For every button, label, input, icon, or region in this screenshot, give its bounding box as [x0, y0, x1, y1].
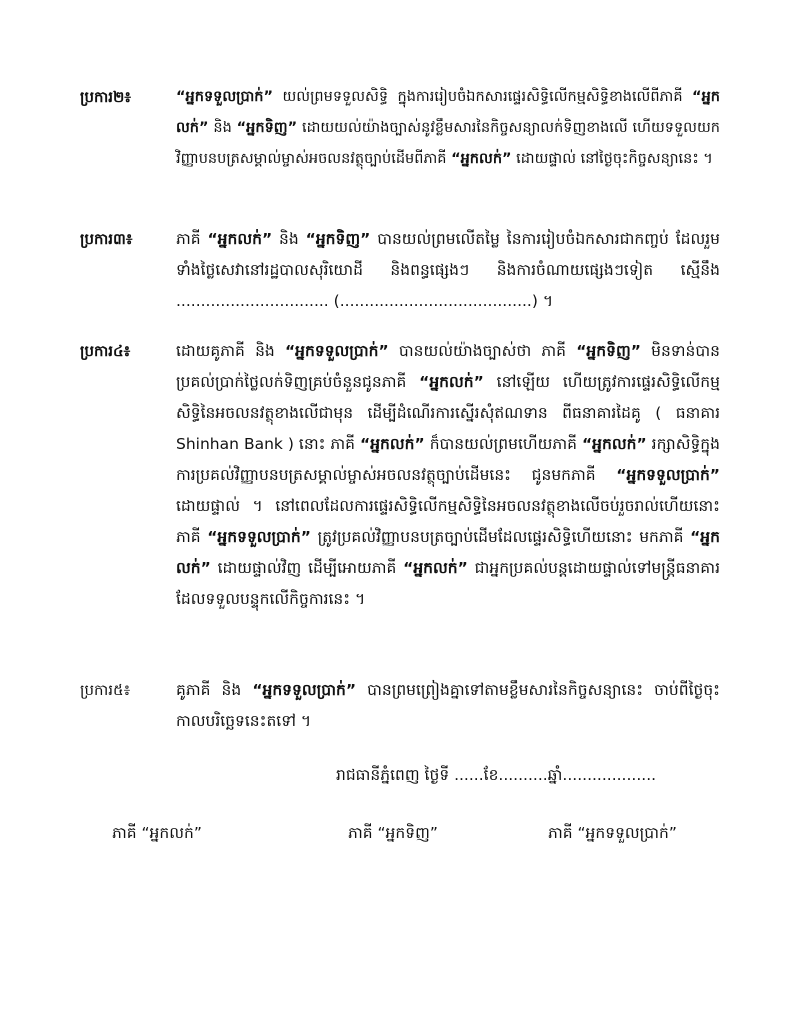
party-name-bold: “អ្នកលក់”: [360, 435, 425, 453]
article-2: [80, 82, 720, 182]
article-body: [176, 675, 720, 737]
text-run: ដោយយល់យ៉ាងច្បាស់នូវខ្លឹមសារនៃកិច្ចសន្យាលក់ទិញខាងលើ ហើយទទួលយកវិញ្ញាបនបត្រសម្គាល់ម្ចាស់អចលនវត្ថុច្បាប់ដើមពីភាគី: [176, 120, 720, 167]
signature-receiver: ភាគី “អ្នកទទួលប្រាក់”: [548, 824, 677, 842]
party-name-bold: “អ្នកលក់”: [176, 89, 720, 136]
party-name-bold: “អ្នកលក់”: [176, 528, 720, 577]
text-run: ដោយគូភាគី និង: [176, 342, 285, 360]
article-4: [80, 336, 720, 646]
party-name-bold: “អ្នកទទួលប្រាក់”: [284, 342, 389, 360]
article-label: ប្រការ៥៖: [80, 681, 131, 699]
text-run: ក៏បានយល់ព្រមហើយភាគី: [424, 435, 582, 453]
party-name-bold: “អ្នកលក់”: [403, 559, 468, 577]
article-body: [176, 224, 720, 317]
party-name-bold: “អ្នកទទួលប្រាក់”: [176, 89, 274, 105]
article-label: ប្រការ៤៖: [80, 342, 131, 360]
text-run: និង: [272, 230, 306, 248]
text-run: ជាអ្នកប្រគល់បន្តដោយផ្ទាល់ទៅមន្ត្រីធនាគារដែលទទួលបន្ទុកលើកិច្ចការនេះ ។: [176, 559, 720, 608]
text-run: មិនទាន់បានប្រគល់ប្រាក់ថ្លៃលក់ទិញគ្រប់ចំនួនជូនភាគី: [176, 342, 720, 391]
party-name-bold: “អ្នកទទួលប្រាក់”: [207, 528, 311, 546]
article-label: ប្រការ២៖: [80, 88, 131, 106]
text-run: គូភាគី និង: [176, 681, 253, 699]
text-run: បានព្រមព្រៀងគ្នាទៅតាមខ្លឹមសារនៃកិច្ចសន្យានេះ ចាប់ពីថ្ងៃចុះកាលបរិច្ឆេទនេះតទៅ ។: [176, 681, 720, 730]
text-run: ដោយផ្ទាល់វិញ ដើម្បីអោយភាគី: [210, 559, 404, 577]
party-name-bold: “អ្នកទិញ”: [236, 120, 298, 136]
text-run: ភាគី: [176, 230, 208, 248]
article-3: [80, 224, 720, 316]
article-5: [80, 675, 720, 739]
text-run: បានយល់យ៉ាងច្បាស់ថា ភាគី: [388, 342, 577, 360]
party-name-bold: “អ្នកលក់”: [451, 151, 512, 167]
party-name-bold: “អ្នកទទួលប្រាក់”: [252, 681, 357, 699]
signature-seller: ភាគី “អ្នកលក់”: [112, 824, 202, 842]
signature-buyer: ភាគី “អ្នកទិញ”: [348, 824, 438, 842]
article-label: ប្រការ៣៖: [80, 230, 133, 248]
text-run: បានយល់ព្រមលើតម្លៃ នៃការរៀបចំឯកសារជាកញ្ចប់ ដែលរួមទាំងថ្លៃសេវានៅរដ្ឋបាលសុរិយោដី និងពន្ធផ្សេងៗ និងការចំណាយផ្សេងៗទៀត ស្មើនឹង ............................... (.......................................) ។: [176, 230, 720, 310]
party-name-bold: “អ្នកលក់”: [581, 435, 647, 453]
text-run: ដោយផ្ទាល់ ។ នៅពេលដែលការផ្ទេរសិទ្ធិលើកម្មសិទ្ធិនៃអចលនវត្ថុខាងលើចប់រួចរាល់ហើយនោះ ភាគី: [176, 497, 720, 546]
party-name-bold: “អ្នកទទួលប្រាក់”: [616, 466, 720, 484]
party-name-bold: “អ្នកទិញ”: [305, 230, 371, 248]
text-run: រក្សាសិទ្ធិក្នុងការប្រគល់វិញ្ញាបនបត្រសម្គាល់ម្ចាស់អចលនវត្ថុច្បាប់ដើមនេះ ជូនមកភាគី: [176, 435, 720, 484]
text-run: នៅឡើយ ហើយត្រូវការផ្ទេរសិទ្ធិលើកម្មសិទ្ធិនៃអចលនវត្ថុខាងលើជាមុន ដើម្បីដំណើរការស្នើរសុំឥណទាន ពីធនាគារដៃគូ ( ធនាគារ Shinhan Bank ) នោះ ភាគី: [176, 373, 720, 453]
text-run: ដោយផ្ទាល់ នៅថ្ងៃចុះកិច្ចសន្យានេះ ។: [511, 151, 713, 167]
text-run: ត្រូវប្រគល់វិញ្ញាបនបត្រច្បាប់ដើមដែលផ្ទេរសិទ្ធិហើយនោះ មកភាគី: [310, 528, 691, 546]
party-name-bold: “អ្នកលក់”: [419, 373, 484, 391]
article-body: [176, 336, 720, 615]
party-name-bold: “អ្នកលក់”: [207, 230, 273, 248]
text-run: យល់ព្រមទទួលសិទ្ធិ ក្នុងការរៀបចំឯកសារផ្ទេរសិទ្ធិលើកម្មសិទ្ធិខាងលើពីភាគី: [273, 89, 693, 105]
party-name-bold: “អ្នកទិញ”: [576, 342, 641, 360]
place-and-date-line: រាជធានីភ្នំពេញ ថ្ងៃទី ......ខែ..........ឆ្នាំ...................: [336, 766, 657, 784]
text-run: និង: [208, 120, 237, 136]
article-body: [176, 82, 720, 175]
